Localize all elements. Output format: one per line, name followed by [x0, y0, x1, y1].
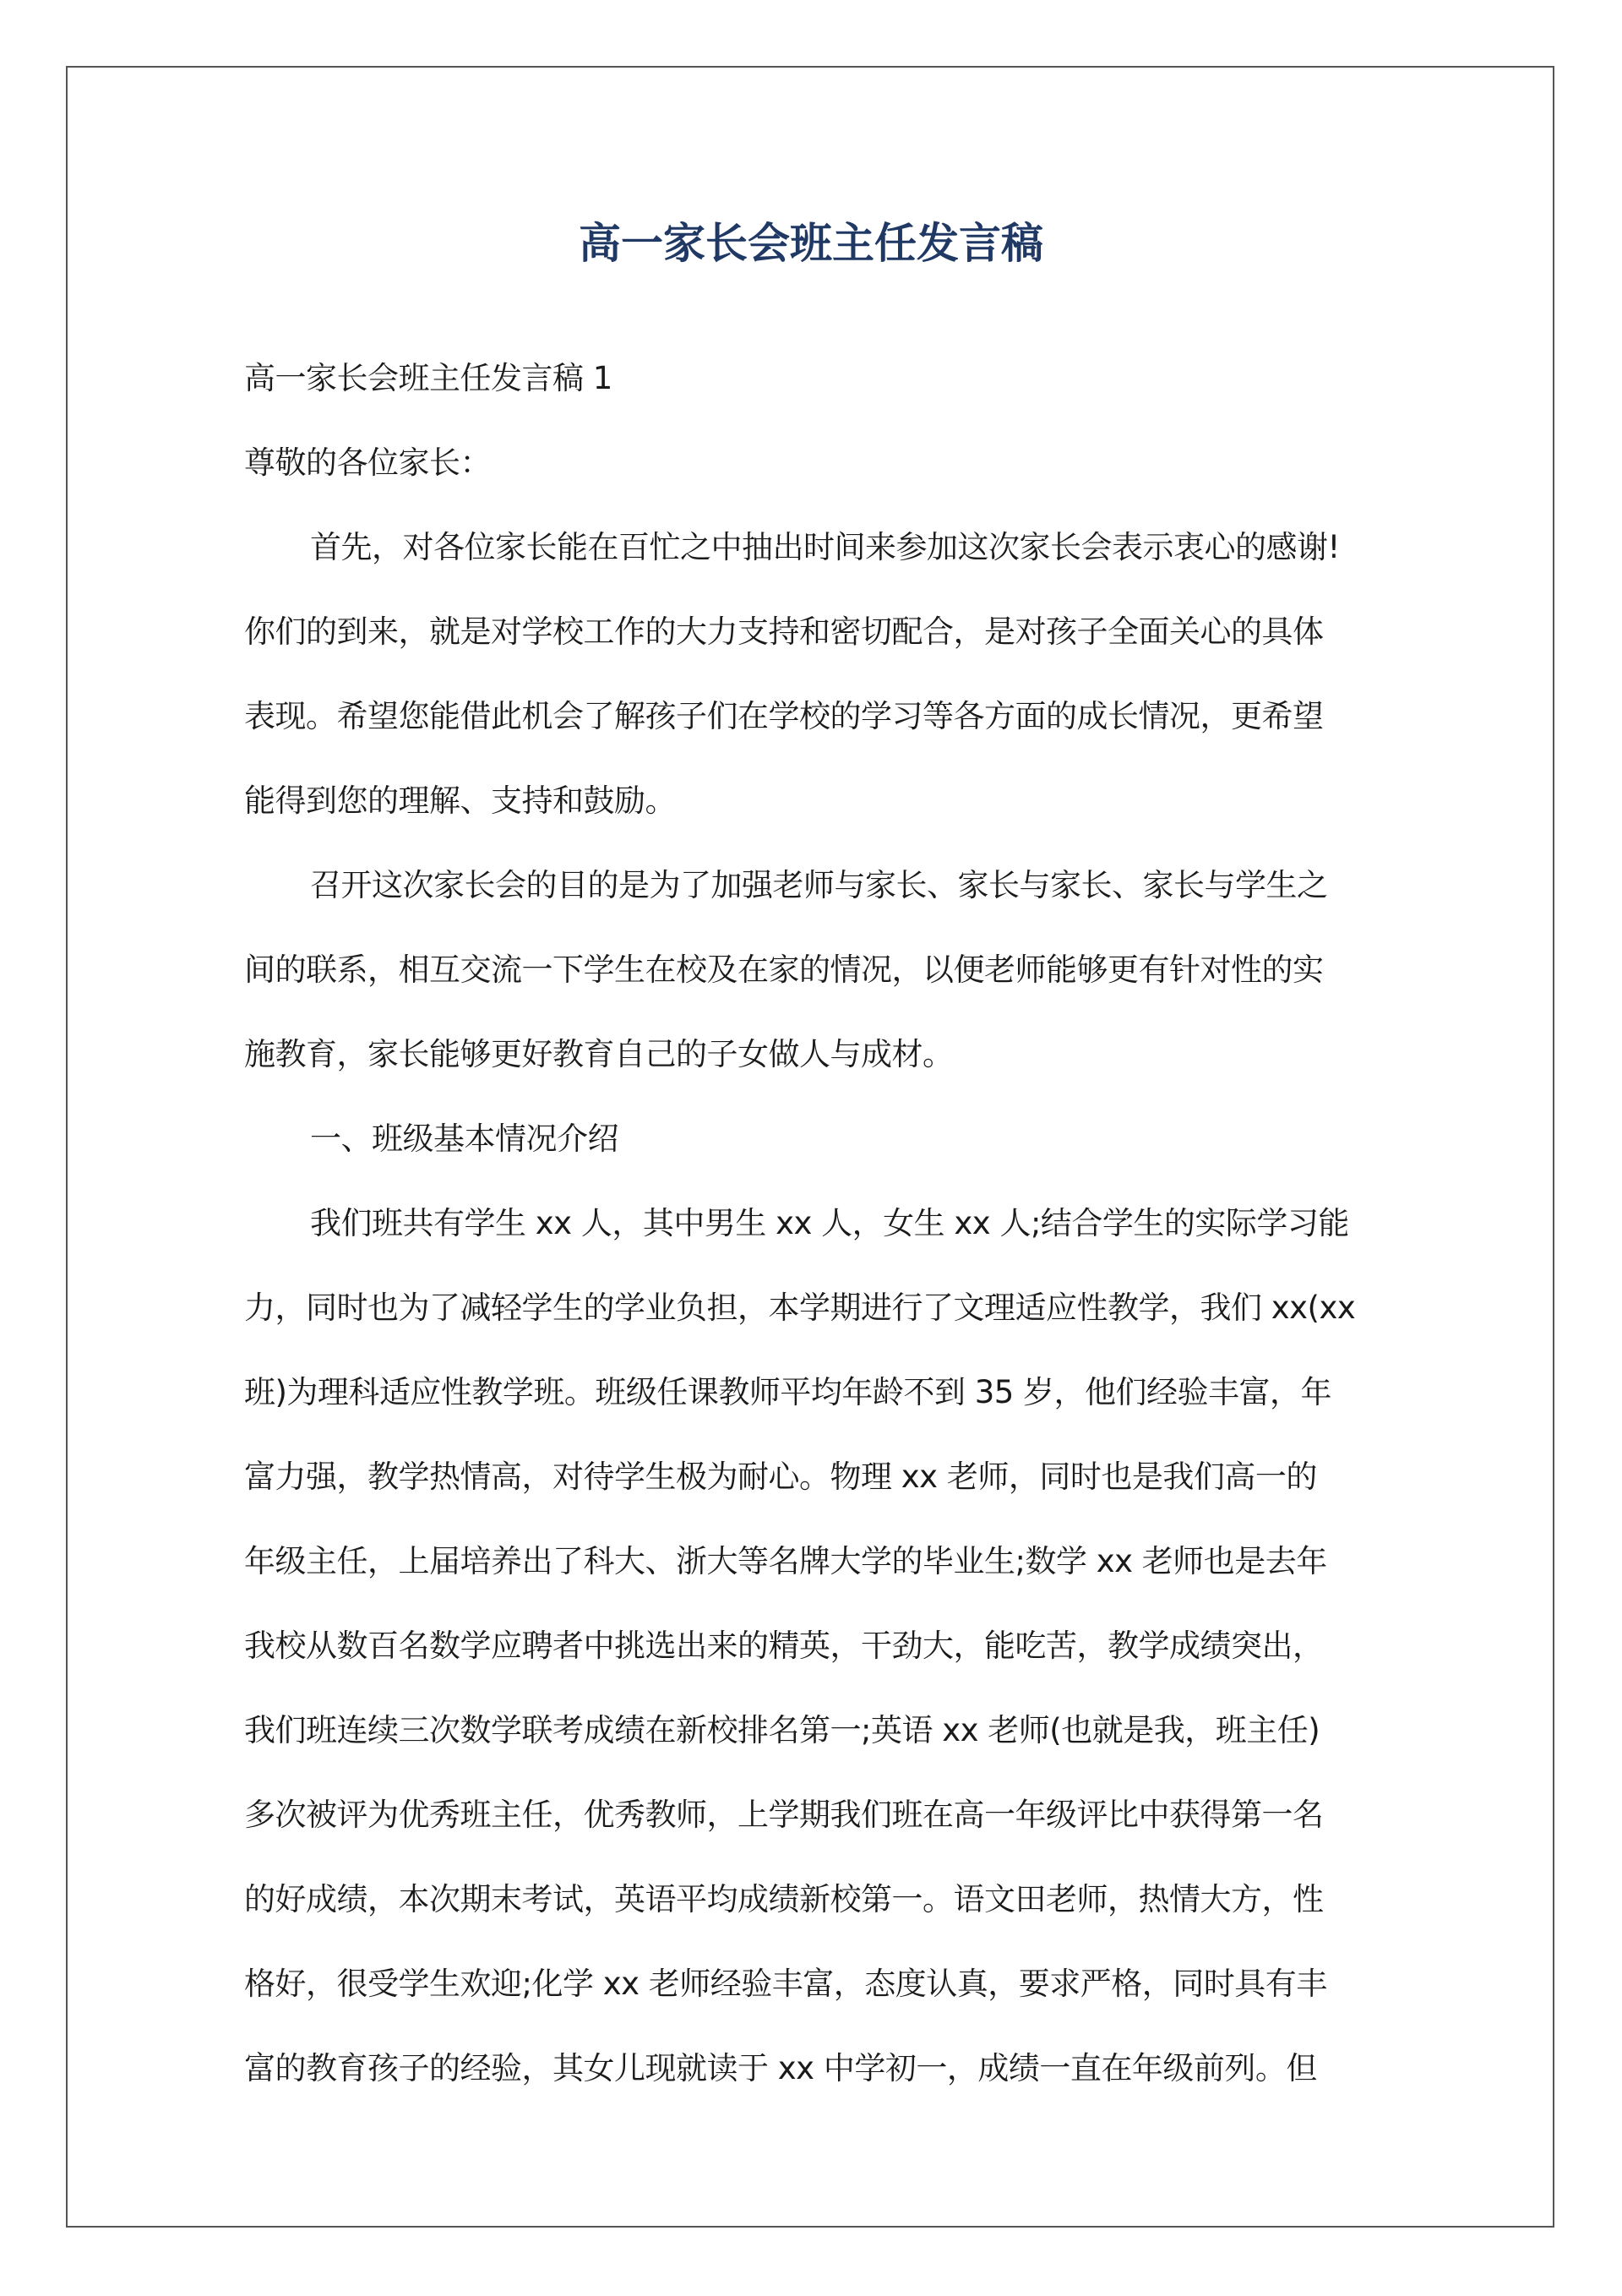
body-line: 多次被评为优秀班主任，优秀教师，上学期我们班在高一年级评比中获得第一名	[244, 1797, 1324, 1833]
document-body	[244, 336, 1376, 2111]
document-title: 高一家长会班主任发言稿	[579, 219, 1043, 268]
body-line: 召开这次家长会的目的是为了加强老师与家长、家长与家长、家长与学生之	[310, 867, 1328, 903]
body-line: 富力强，教学热情高，对待学生极为耐心。物理 xx 老师，同时也是我们高一的	[244, 1459, 1317, 1495]
body-line: 首先，对各位家长能在百忙之中抽出时间来参加这次家长会表示衷心的感谢!	[310, 529, 1340, 565]
body-line: 班)为理科适应性教学班。班级任课教师平均年龄不到 35 岁，他们经验丰富，年	[244, 1374, 1332, 1410]
salutation: 尊敬的各位家长：	[244, 444, 491, 481]
body-line: 的好成绩，本次期末考试，英语平均成绩新校第一。语文田老师，热情大方，性	[244, 1881, 1324, 1917]
body-line: 表现。希望您能借此机会了解孩子们在学校的学习等各方面的成长情况，更希望	[244, 698, 1324, 734]
body-paragraphs	[244, 505, 1376, 2111]
body-line: 我们班连续三次数学联考成绩在新校排名第一;英语 xx 老师(也就是我，班主任)	[244, 1712, 1320, 1748]
body-line: 一、班级基本情况介绍	[310, 1121, 618, 1157]
body-line: 施教育，家长能够更好教育自己的子女做人与成材。	[244, 1036, 954, 1072]
body-line: 力，同时也为了减轻学生的学业负担，本学期进行了文理适应性教学，我们 xx(xx	[244, 1290, 1356, 1326]
section-heading: 高一家长会班主任发言稿 1	[244, 360, 612, 396]
body-line: 年级主任，上届培养出了科大、浙大等名牌大学的毕业生;数学 xx 老师也是去年	[244, 1543, 1327, 1579]
body-line: 能得到您的理解、支持和鼓励。	[244, 783, 676, 819]
body-line: 间的联系，相互交流一下学生在校及在家的情况，以便老师能够更有针对性的实	[244, 952, 1324, 988]
body-line: 你们的到来，就是对学校工作的大力支持和密切配合，是对孩子全面关心的具体	[244, 614, 1324, 650]
body-line: 我们班共有学生 xx 人，其中男生 xx 人，女生 xx 人;结合学生的实际学习能	[310, 1205, 1349, 1241]
body-line: 我校从数百名数学应聘者中挑选出来的精英，干劲大，能吃苦，教学成绩突出，	[244, 1628, 1324, 1664]
body-line: 富的教育孩子的经验，其女儿现就读于 xx 中学初一，成绩一直在年级前列。但	[244, 2050, 1317, 2086]
body-line: 格好，很受学生欢迎;化学 xx 老师经验丰富，态度认真，要求严格，同时具有丰	[244, 1966, 1327, 2002]
